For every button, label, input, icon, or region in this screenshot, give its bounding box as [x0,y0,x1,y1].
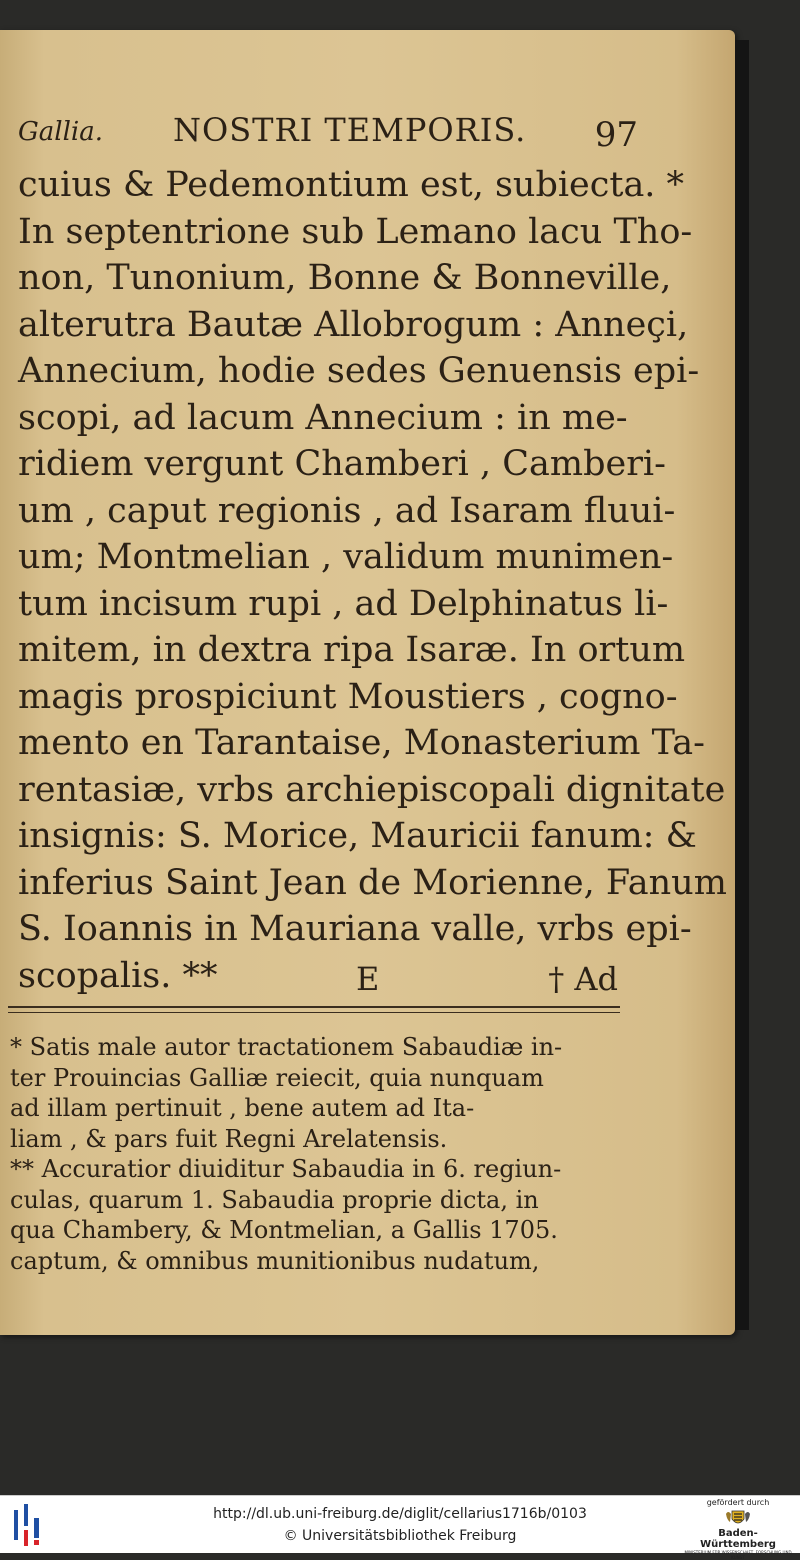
footnotes [10,1032,625,1276]
footnote-line: ad illam pertinuit , bene autem ad Ita- [10,1094,475,1122]
header-running-title: NOSTRI TEMPORIS. [173,111,527,149]
text-line: S. Ioannis in Mauriana valle, vrbs epi- [18,909,692,949]
text-line: cuius & Pedemontium est, subiecta. * [18,165,685,205]
text-line: um; Montmelian , validum munimen- [18,537,674,577]
copyright-notice: © Universitätsbibliothek Freiburg [283,1528,517,1544]
text-line: non, Tunonium, Bonne & Bonneville, [18,258,672,298]
sponsor-block [682,1498,794,1560]
text-line: tum incisum rupi , ad Delphinatus li- [18,583,669,624]
main-text [18,162,727,999]
text-line: In septentrione sub Lemano lacu Tho- [18,211,693,252]
catchword: † Ad [548,960,618,998]
text-line: rentasiæ, vrbs archiepiscopali dignitate [18,769,726,810]
text-line: mitem, in dextra ripa Isaræ. In ortum [18,630,686,670]
footnote-line: * Satis male autor tractationem Sabaudiæ in- [10,1033,563,1061]
running-header [18,105,638,155]
viewer-footer [0,1495,800,1560]
text-line: inferius Saint Jean de Morienne, Fanum [18,862,727,903]
page-edge-shadow [735,40,749,1330]
text-line: alterutra Bautæ Allobrogum : Anneçi, [18,304,689,345]
book-page [0,30,735,1335]
footnote-line: liam , & pars fuit Regni Arelatensis. [10,1124,448,1153]
header-section-title: Gallia. [18,117,103,147]
text-line: insignis: S. Morice, Mauricii fanum: & [18,816,697,856]
sponsor-ministry: MINISTERIUM FÜR WISSENSCHAFT, FORSCHUNG UND KUNST [684,1550,792,1560]
state-crest-icon [723,1508,753,1528]
page-number: 97 [594,115,638,155]
catchword-line [18,960,628,1004]
text-line: um , caput regionis , ad Isaram fluui- [18,490,676,531]
footnote-line: qua Chambery, & Montmelian, a Gallis 1705. [10,1216,558,1244]
signature-mark: E [356,960,380,998]
footnote-rule [8,1006,620,1013]
text-line: scopi, ad lacum Annecium : in me- [18,397,628,438]
footnote-line: ** Accuratior diuiditur Sabaudia in 6. regiun- [10,1155,562,1183]
text-line: magis prospiciunt Moustiers , cogno- [18,676,678,717]
footnote-line: culas, quarum 1. Sabaudia proprie dicta, in [10,1185,539,1214]
sponsor-caption: gefördert durch [706,1498,770,1507]
document-url-link[interactable]: http://dl.ub.uni-freiburg.de/diglit/cellarius1716b/0103 [213,1506,587,1522]
text-line: scopalis. ** [18,955,218,996]
footnote-line: captum, & omnibus munitionibus nudatum, [10,1246,540,1275]
text-line: ridiem vergunt Chamberi , Camberi- [18,444,666,484]
footnote-line: ter Prouincias Galliæ reiecit, quia nunquam [10,1063,544,1092]
text-line: Annecium, hodie sedes Genuensis epi- [18,351,700,391]
sponsor-name: Baden-Württemberg [700,1528,776,1550]
text-line: mento en Tarantaise, Monasterium Ta- [18,723,705,763]
